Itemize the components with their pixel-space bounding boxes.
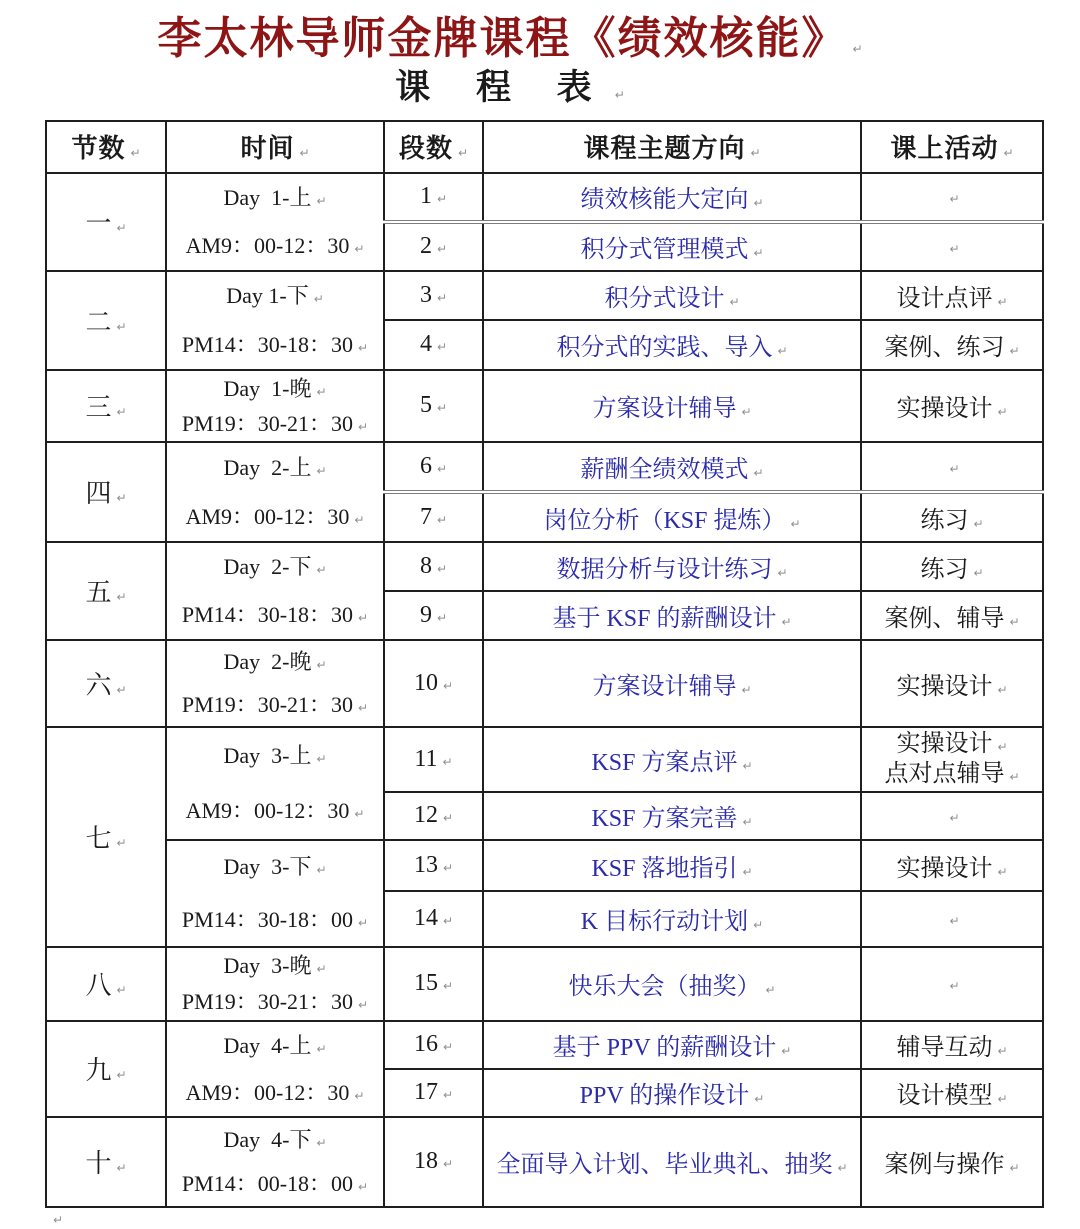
- segment-cell: [384, 271, 483, 320]
- paragraph-mark-icon: [353, 907, 368, 932]
- activity-text: 实操设计: [896, 731, 993, 758]
- day-label: Day 2-晚: [223, 649, 312, 675]
- page-title: [0, 14, 1020, 65]
- segment-cell: [384, 792, 483, 840]
- topic-text: 全面导入计划、毕业典礼、抽奖: [496, 1152, 833, 1179]
- time-cell: [166, 727, 384, 840]
- paragraph-mark-icon: [311, 376, 326, 401]
- topic-text: 方案设计辅导: [592, 396, 737, 423]
- day-label: Day 1-上: [223, 185, 312, 211]
- section-cell: [46, 1117, 166, 1207]
- table-row: [46, 640, 1043, 727]
- paragraph-mark-icon: [745, 134, 760, 163]
- paragraph-mark-icon: [432, 453, 447, 479]
- paragraph-mark-icon: [944, 905, 959, 931]
- time-cell: [166, 173, 384, 271]
- segment-cell: [384, 591, 483, 640]
- paragraph-mark-icon: [111, 1056, 126, 1085]
- header-text: 课上活动: [890, 134, 999, 164]
- activity-cell: [861, 442, 1043, 492]
- topic-cell: [483, 370, 861, 442]
- time-range: AM9：00-12：30: [185, 503, 350, 529]
- topic-cell: [483, 492, 861, 542]
- paragraph-mark-icon: [992, 674, 1007, 700]
- segment-number: 11: [414, 745, 438, 772]
- paragraph-mark-icon: [760, 974, 775, 1000]
- paragraph-mark-icon: [111, 1149, 126, 1178]
- paragraph-mark-icon: [432, 602, 447, 628]
- segment-cell: [384, 1069, 483, 1117]
- segment-cell: [384, 442, 483, 492]
- activity-text: 点对点辅导: [884, 761, 1005, 788]
- segment-cell: [384, 840, 483, 891]
- column-header-time: [166, 121, 384, 173]
- activity-text: 实操设计: [896, 855, 993, 882]
- paragraph-mark-icon: [737, 750, 752, 776]
- paragraph-mark-icon: [438, 802, 453, 828]
- paragraph-mark-icon: [311, 1033, 326, 1058]
- paragraph-mark-icon: [111, 971, 126, 1000]
- day-label: Day 2-上: [223, 454, 312, 480]
- segment-cell: [384, 947, 483, 1021]
- day-label: Day 4-下: [223, 1127, 312, 1153]
- paragraph-mark-icon: [432, 504, 447, 530]
- paragraph-mark-icon: [311, 649, 326, 674]
- activity-cell: [861, 271, 1043, 320]
- topic-cell: [483, 727, 861, 792]
- paragraph-mark-icon: [992, 856, 1007, 882]
- paragraph-mark-icon: [772, 335, 787, 361]
- activity-cell: [861, 1021, 1043, 1069]
- paragraph-mark-icon: [349, 233, 364, 258]
- time-cell: [166, 370, 384, 442]
- paragraph-mark-icon: [432, 392, 447, 418]
- activity-cell: [861, 792, 1043, 840]
- paragraph-mark-icon: [847, 14, 862, 63]
- paragraph-mark-icon: [832, 1152, 847, 1178]
- paragraph-mark-icon: [111, 578, 126, 607]
- activity-text: 设计点评: [896, 285, 993, 312]
- table-row: [46, 1021, 1043, 1069]
- segment-number: 17: [413, 1079, 438, 1106]
- paragraph-mark-icon: [432, 553, 447, 579]
- segment-cell: [384, 370, 483, 442]
- paragraph-mark-icon: [749, 1083, 764, 1109]
- paragraph-mark-icon: [785, 508, 800, 534]
- paragraph-mark-icon: [724, 286, 739, 312]
- paragraph-mark-icon: [438, 970, 453, 996]
- section-number: 四: [85, 479, 112, 509]
- activity-cell: [861, 591, 1043, 640]
- activity-cell: [861, 222, 1043, 271]
- segment-cell: [384, 492, 483, 542]
- table-row: [46, 442, 1043, 492]
- paragraph-mark-icon: [438, 1031, 453, 1057]
- paragraph-mark-icon: [737, 856, 752, 882]
- paragraph-mark-icon: [432, 331, 447, 357]
- paragraph-mark-icon: [311, 185, 326, 210]
- topic-text: KSF 方案完善: [591, 806, 738, 833]
- time-cell: [166, 947, 384, 1021]
- activity-text: 实操设计: [896, 396, 993, 423]
- segment-number: 12: [413, 802, 438, 829]
- paragraph-mark-icon: [992, 1083, 1007, 1109]
- section-cell: [46, 947, 166, 1021]
- paragraph-mark-icon: [944, 970, 959, 996]
- header-text: 时间: [240, 134, 295, 164]
- time-range: PM14：30-18：30: [181, 602, 354, 628]
- section-number: 八: [85, 971, 112, 1001]
- topic-text: KSF 方案点评: [591, 749, 738, 776]
- topic-text: PPV 的操作设计: [579, 1083, 750, 1110]
- section-cell: [46, 370, 166, 442]
- activity-cell: [861, 1117, 1043, 1207]
- section-cell: [46, 640, 166, 727]
- segment-number: 16: [413, 1031, 438, 1058]
- topic-text: 薪酬全绩效模式: [580, 456, 749, 483]
- paragraph-mark-icon: [111, 671, 126, 700]
- segment-cell: [384, 173, 483, 222]
- segment-number: 6: [419, 452, 432, 479]
- section-cell: [46, 542, 166, 640]
- topic-cell: [483, 792, 861, 840]
- paragraph-mark-icon: [111, 308, 126, 337]
- paragraph-mark-icon: [432, 282, 447, 308]
- paragraph-mark-icon: [748, 187, 763, 213]
- topic-cell: [483, 222, 861, 271]
- day-label: Day 2-下: [223, 554, 312, 580]
- paragraph-mark-icon: [353, 989, 368, 1014]
- column-header-section: [46, 121, 166, 173]
- topic-text: 积分式管理模式: [580, 237, 749, 264]
- table-row: [46, 542, 1043, 591]
- header-text: 节数: [71, 134, 126, 164]
- paragraph-mark-icon: [453, 134, 468, 163]
- paragraph-mark-icon: [736, 396, 751, 422]
- title-block: [0, 14, 1020, 108]
- paragraph-mark-icon: [968, 508, 983, 534]
- topic-text: 积分式的实践、导入: [556, 335, 773, 362]
- header-text: 段数: [398, 134, 453, 164]
- topic-cell: [483, 1021, 861, 1069]
- activity-text: 实操设计: [896, 673, 993, 700]
- paragraph-mark-icon: [353, 1171, 368, 1196]
- topic-text: 基于 PPV 的薪酬设计: [552, 1035, 777, 1062]
- segment-cell: [384, 1117, 483, 1207]
- activity-cell: [861, 320, 1043, 370]
- activity-cell: [861, 1069, 1043, 1117]
- section-number: 三: [85, 393, 112, 423]
- time-range: PM19：30-21：30: [181, 410, 354, 436]
- paragraph-mark-icon: [438, 1148, 453, 1174]
- paragraph-mark-icon: [125, 134, 140, 163]
- activity-text: 设计模型: [896, 1083, 993, 1110]
- time-range: PM19：30-21：30: [181, 691, 354, 717]
- time-range: AM9：00-12：30: [185, 798, 350, 824]
- header-row: [46, 121, 1043, 173]
- topic-cell: [483, 891, 861, 947]
- table-row: [46, 271, 1043, 320]
- paragraph-mark-icon: [111, 209, 126, 238]
- segment-number: 1: [419, 183, 432, 210]
- paragraph-mark-icon: [311, 554, 326, 579]
- paragraph-mark-icon: [311, 854, 326, 879]
- time-cell: [166, 542, 384, 640]
- paragraph-mark-icon: [736, 674, 751, 700]
- segment-cell: [384, 1021, 483, 1069]
- section-cell: [46, 1021, 166, 1117]
- activity-cell: [861, 173, 1043, 222]
- paragraph-mark-icon: [309, 283, 324, 308]
- paragraph-mark-icon: [1004, 335, 1019, 361]
- paragraph-mark-icon: [353, 332, 368, 357]
- section-cell: [46, 173, 166, 271]
- segment-cell: [384, 320, 483, 370]
- topic-text: 数据分析与设计练习: [556, 556, 773, 583]
- paragraph-mark-icon: [438, 670, 453, 696]
- activity-text: 练习: [920, 507, 969, 534]
- section-number: 十: [85, 1149, 112, 1179]
- column-header-activity: [861, 121, 1043, 173]
- paragraph-mark-icon: [998, 134, 1013, 163]
- section-cell: [46, 442, 166, 542]
- paragraph-mark-icon: [311, 455, 326, 480]
- paragraph-mark-icon: [748, 457, 763, 483]
- section-number: 九: [85, 1056, 112, 1086]
- paragraph-mark-icon: [311, 953, 326, 978]
- table-row: [46, 947, 1043, 1021]
- time-cell: [166, 1117, 384, 1207]
- paragraph-mark-icon: [748, 237, 763, 263]
- paragraph-mark-icon: [968, 557, 983, 583]
- time-range: PM14：30-18：30: [181, 331, 354, 357]
- activity-cell: [861, 492, 1043, 542]
- activity-cell: [861, 542, 1043, 591]
- topic-text: KSF 落地指引: [591, 855, 738, 882]
- page-subtitle-text: 课 程 表: [395, 67, 610, 107]
- paragraph-mark-icon: [349, 504, 364, 529]
- day-label: Day 4-上: [223, 1032, 312, 1058]
- table-row: [46, 727, 1043, 792]
- paragraph-mark-icon: [311, 743, 326, 768]
- topic-text: 岗位分析（KSF 提炼）: [543, 507, 786, 534]
- document-end-mark: [48, 1211, 1080, 1229]
- paragraph-mark-icon: [438, 746, 453, 772]
- paragraph-mark-icon: [349, 798, 364, 823]
- segment-number: 3: [419, 281, 432, 308]
- topic-cell: [483, 640, 861, 727]
- paragraph-mark-icon: [992, 286, 1007, 312]
- topic-cell: [483, 442, 861, 492]
- time-cell: [166, 442, 384, 542]
- segment-number: 10: [413, 669, 438, 696]
- section-cell: [46, 271, 166, 370]
- paragraph-mark-icon: [776, 1035, 791, 1061]
- topic-cell: [483, 173, 861, 222]
- header-text: 课程主题方向: [583, 134, 746, 164]
- table-row: [46, 1117, 1043, 1207]
- activity-cell: [861, 840, 1043, 891]
- time-range: PM19：30-21：30: [181, 989, 354, 1015]
- course-schedule-table: [45, 120, 1044, 1208]
- segment-number: 9: [419, 601, 432, 628]
- time-range: PM14：30-18：00: [181, 906, 354, 932]
- topic-text: 基于 KSF 的薪酬设计: [552, 605, 777, 632]
- segment-cell: [384, 727, 483, 792]
- topic-text: 快乐大会（抽奖）: [568, 974, 761, 1001]
- topic-text: 绩效核能大定向: [580, 187, 749, 214]
- segment-cell: [384, 891, 483, 947]
- paragraph-mark-icon: [776, 606, 791, 632]
- paragraph-mark-icon: [294, 134, 309, 163]
- paragraph-mark-icon: [438, 905, 453, 931]
- topic-cell: [483, 320, 861, 370]
- activity-text: 案例与操作: [884, 1152, 1005, 1179]
- section-number: 七: [85, 824, 112, 854]
- time-range: PM14：00-18：00: [181, 1171, 354, 1197]
- table-row: [46, 840, 1043, 891]
- section-number: 五: [85, 578, 112, 608]
- topic-text: 方案设计辅导: [592, 673, 737, 700]
- paragraph-mark-icon: [944, 453, 959, 479]
- paragraph-mark-icon: [438, 852, 453, 878]
- activity-text: 案例、练习: [884, 335, 1005, 362]
- day-label: Day 1-下: [226, 283, 309, 309]
- segment-number: 18: [413, 1148, 438, 1175]
- segment-number: 7: [419, 503, 432, 530]
- paragraph-mark-icon: [1004, 606, 1019, 632]
- column-header-topic: [483, 121, 861, 173]
- topic-text: 积分式设计: [604, 285, 725, 312]
- paragraph-mark-icon: [48, 1211, 63, 1228]
- activity-cell: [861, 891, 1043, 947]
- segment-number: 15: [413, 970, 438, 997]
- paragraph-mark-icon: [349, 1080, 364, 1105]
- time-range: AM9：00-12：30: [185, 233, 350, 259]
- paragraph-mark-icon: [1004, 761, 1019, 787]
- time-cell: [166, 271, 384, 370]
- paragraph-mark-icon: [992, 731, 1007, 757]
- segment-number: 4: [419, 331, 432, 358]
- paragraph-mark-icon: [353, 411, 368, 436]
- activity-cell: [861, 727, 1043, 792]
- section-number: 六: [85, 670, 112, 700]
- day-label: Day 3-下: [223, 854, 312, 880]
- segment-cell: [384, 222, 483, 271]
- paragraph-mark-icon: [432, 233, 447, 259]
- activity-cell: [861, 640, 1043, 727]
- section-number: 一: [85, 209, 112, 239]
- section-cell: [46, 727, 166, 947]
- activity-text: 练习: [920, 556, 969, 583]
- topic-cell: [483, 1069, 861, 1117]
- segment-number: 2: [419, 233, 432, 260]
- activity-cell: [861, 947, 1043, 1021]
- page-subtitle: [0, 68, 1020, 108]
- segment-number: 13: [413, 851, 438, 878]
- topic-cell: [483, 271, 861, 320]
- paragraph-mark-icon: [772, 557, 787, 583]
- day-label: Day 1-晚: [223, 375, 312, 401]
- paragraph-mark-icon: [111, 479, 126, 508]
- paragraph-mark-icon: [992, 396, 1007, 422]
- paragraph-mark-icon: [992, 1035, 1007, 1061]
- paragraph-mark-icon: [111, 393, 126, 422]
- segment-cell: [384, 640, 483, 727]
- activity-text: 辅导互动: [896, 1035, 993, 1062]
- page-title-text: 李太林导师金牌课程《绩效核能》: [157, 14, 848, 63]
- paragraph-mark-icon: [353, 692, 368, 717]
- segment-number: 14: [413, 905, 438, 932]
- paragraph-mark-icon: [748, 909, 763, 935]
- topic-cell: [483, 542, 861, 591]
- section-number: 二: [85, 307, 112, 337]
- paragraph-mark-icon: [1004, 1152, 1019, 1178]
- activity-cell: [861, 370, 1043, 442]
- paragraph-mark-icon: [610, 68, 625, 107]
- paragraph-mark-icon: [944, 183, 959, 209]
- paragraph-mark-icon: [944, 802, 959, 828]
- day-label: Day 3-上: [223, 742, 312, 768]
- topic-cell: [483, 591, 861, 640]
- table-row: [46, 173, 1043, 222]
- paragraph-mark-icon: [311, 1127, 326, 1152]
- paragraph-mark-icon: [353, 602, 368, 627]
- time-cell: [166, 840, 384, 947]
- topic-cell: [483, 840, 861, 891]
- activity-text: 案例、辅导: [884, 605, 1005, 632]
- column-header-segment: [384, 121, 483, 173]
- segment-cell: [384, 542, 483, 591]
- table-row: [46, 370, 1043, 442]
- paragraph-mark-icon: [111, 824, 126, 853]
- day-label: Day 3-晚: [223, 953, 312, 979]
- topic-cell: [483, 1117, 861, 1207]
- time-range: AM9：00-12：30: [185, 1079, 350, 1105]
- segment-number: 8: [419, 552, 432, 579]
- paragraph-mark-icon: [438, 1079, 453, 1105]
- time-cell: [166, 1021, 384, 1117]
- paragraph-mark-icon: [944, 233, 959, 259]
- topic-cell: [483, 947, 861, 1021]
- segment-number: 5: [419, 392, 432, 419]
- paragraph-mark-icon: [737, 806, 752, 832]
- paragraph-mark-icon: [432, 183, 447, 209]
- time-cell: [166, 640, 384, 727]
- topic-text: K 目标行动计划: [580, 909, 749, 936]
